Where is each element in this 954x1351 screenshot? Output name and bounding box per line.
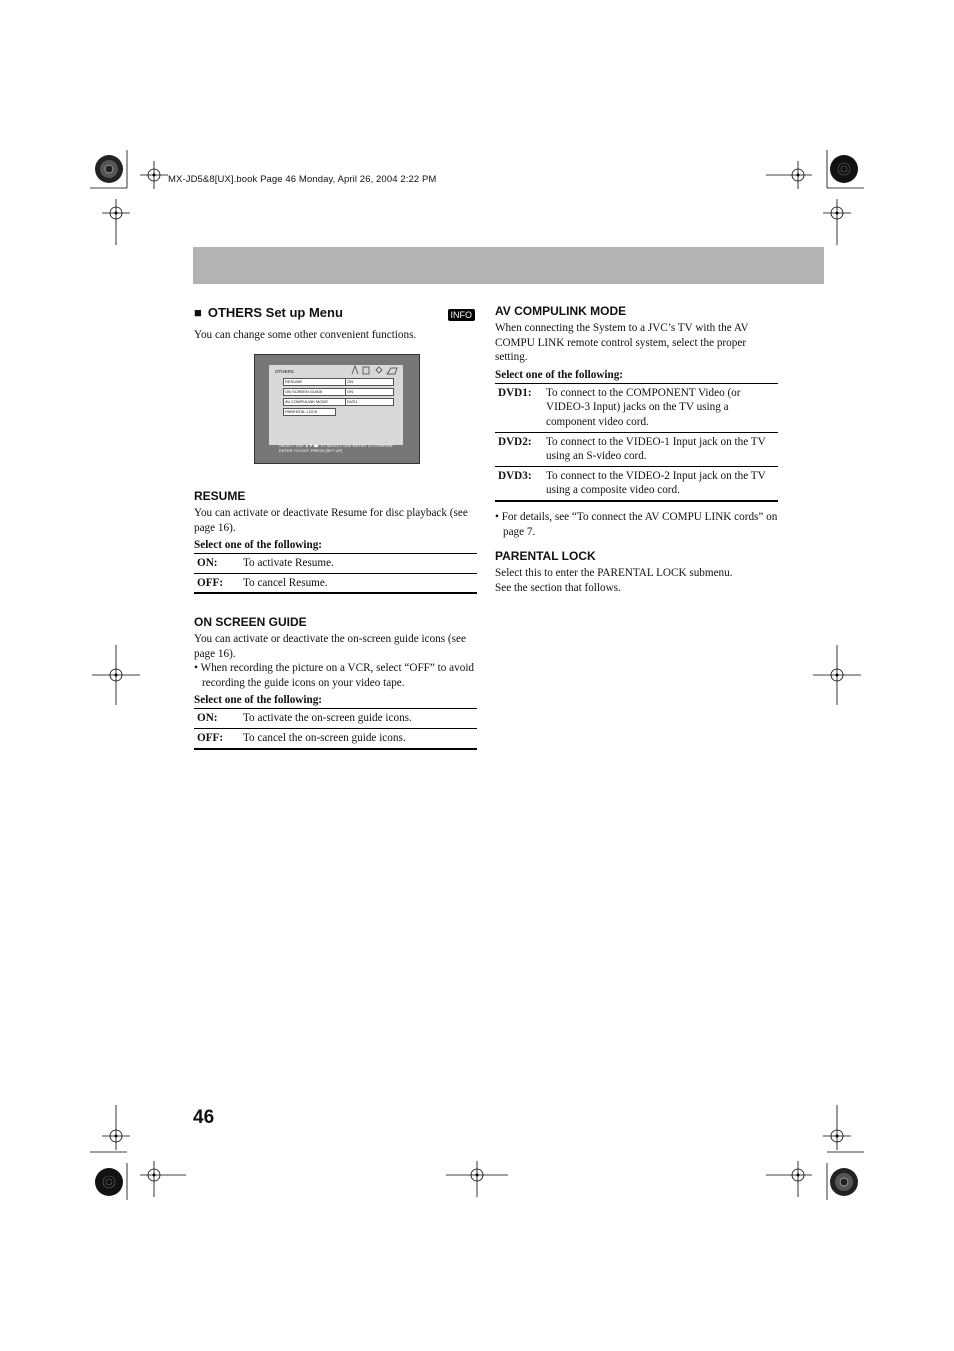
header-banner xyxy=(193,247,824,284)
menu-footer xyxy=(279,443,392,453)
section-intro: You can change some other convenient functions. xyxy=(194,329,417,341)
option-key: ON: xyxy=(194,554,240,574)
section-bullet: ■ xyxy=(194,305,202,320)
menu-footer-line: SELECT USE ▲▼◀▶ TO SELECT USE ENTER TO CONFIRM xyxy=(279,443,393,448)
option-desc: To cancel Resume. xyxy=(240,573,477,593)
picture-icon xyxy=(363,367,369,374)
menu-row xyxy=(283,398,403,404)
menu-row-value: ON xyxy=(345,378,394,386)
osg-options-table xyxy=(194,708,477,749)
av-note: • For details, see “To connect the AV COMPU LINK cords” on page 7. xyxy=(495,510,778,538)
av-text: When connecting the System to a JVC’s TV with the AV COMPU LINK remote control system, select the proper setting. xyxy=(495,322,749,364)
resume-text: You can activate or deactivate Resume for disc playback (see page 16). xyxy=(194,507,468,534)
menu-row-label: AV COMPULINK MODE xyxy=(283,398,346,406)
resume-options-table xyxy=(194,553,477,594)
osg-select-label: Select one of the following: xyxy=(194,694,323,707)
table-row xyxy=(194,573,477,593)
parental-heading: PARENTAL LOCK xyxy=(495,549,596,563)
menu-footer-line: ENTER TO EXIT, PRESS [SET UP] xyxy=(279,448,343,453)
parental-section xyxy=(495,549,778,595)
av-section xyxy=(495,304,778,539)
menu-row xyxy=(283,378,403,384)
resume-heading: RESUME xyxy=(194,489,246,503)
osg-section xyxy=(194,615,477,750)
option-key: OFF: xyxy=(194,728,240,748)
menu-row-label: PARENTAL LOCK xyxy=(283,408,336,416)
registration-target xyxy=(95,1168,123,1196)
info-badge: INFO xyxy=(448,309,476,321)
av-options-table xyxy=(495,383,778,502)
option-desc: To activate Resume. xyxy=(240,554,477,574)
option-key: DVD1: xyxy=(495,383,543,432)
option-desc: To activate the on-screen guide icons. xyxy=(240,709,477,729)
osg-bullet: • When recording the picture on a VCR, select “OFF” to avoid recording the guide icons on your video tape. xyxy=(194,662,475,689)
osg-text: You can activate or deactivate the on-screen guide icons (see page 16). xyxy=(194,633,466,660)
file-info-header: MX-JD5&8[UX].book Page 46 Monday, April 26, 2004 2:22 PM xyxy=(168,174,437,185)
menu-panel xyxy=(269,365,403,445)
parental-line1: Select this to enter the PARENTAL LOCK submenu. xyxy=(495,567,733,579)
menu-title: OTHERS xyxy=(275,369,294,374)
av-heading: AV COMPULINK MODE xyxy=(495,304,627,318)
option-key: DVD2: xyxy=(495,432,543,466)
option-desc: To connect to the COMPONENT Video (or VIDEO-3 Input) jacks on the TV using a component video cord. xyxy=(543,383,778,432)
menu-icons xyxy=(339,364,403,376)
menu-row-label: RESUME xyxy=(283,378,346,386)
option-key: ON: xyxy=(194,709,240,729)
table-row xyxy=(495,466,778,501)
menu-row-value: DVD1 xyxy=(345,398,394,406)
page-number: 46 xyxy=(193,1107,215,1128)
menu-row xyxy=(283,408,403,414)
table-row xyxy=(194,709,477,729)
option-key: OFF: xyxy=(194,573,240,593)
table-row xyxy=(194,554,477,574)
left-column xyxy=(194,304,476,343)
table-row xyxy=(495,432,778,466)
others-icon xyxy=(387,368,397,374)
table-row xyxy=(495,383,778,432)
option-desc: To connect to the VIDEO-2 Input jack on the TV using a composite video cord. xyxy=(543,466,778,501)
resume-select-label: Select one of the following: xyxy=(194,539,323,552)
audio-icon xyxy=(376,367,382,373)
registration-target xyxy=(95,155,123,183)
menu-row-value: ON xyxy=(345,388,394,396)
registration-target xyxy=(830,1168,858,1196)
menu-row xyxy=(283,388,403,394)
menu-row-label: ON SCREEN GUIDE xyxy=(283,388,346,396)
osg-heading: ON SCREEN GUIDE xyxy=(194,615,307,629)
language-icon xyxy=(352,366,358,374)
table-row xyxy=(194,728,477,748)
section-title: OTHERS Set up Menu xyxy=(207,305,343,320)
others-menu-screenshot xyxy=(254,354,420,464)
resume-section xyxy=(194,489,477,594)
parental-line2: See the section that follows. xyxy=(495,581,621,594)
section-heading xyxy=(194,304,476,322)
av-select-label: Select one of the following: xyxy=(495,368,624,381)
option-desc: To connect to the VIDEO-1 Input jack on the TV using an S-video cord. xyxy=(543,432,778,466)
registration-target xyxy=(830,155,858,183)
option-key: DVD3: xyxy=(495,466,543,501)
option-desc: To cancel the on-screen guide icons. xyxy=(240,728,477,748)
